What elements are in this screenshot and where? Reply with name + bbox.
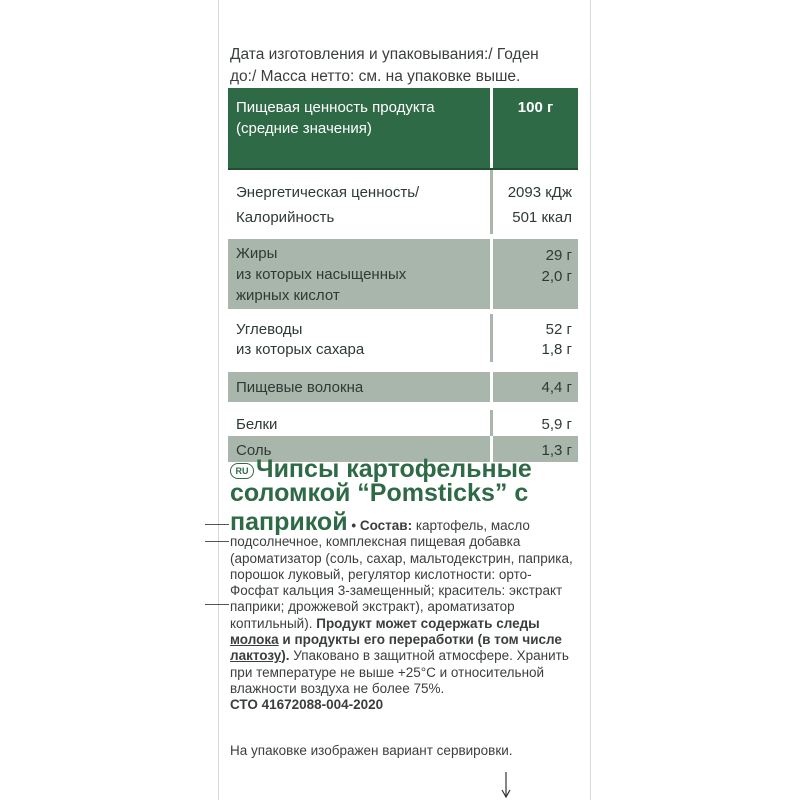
fat-row xyxy=(228,239,578,309)
ru-country-badge: RU xyxy=(230,463,254,479)
right-border-line xyxy=(590,0,591,800)
title-line-2: соломкой “Pomsticks” с xyxy=(230,479,529,507)
manufacture-date-text: Дата изготовления и упаковывания:/ Годен до:/ Масса нетто: см. на упаковке выше. xyxy=(230,46,539,85)
carbs-value: 52 г xyxy=(545,321,572,338)
left-border-line xyxy=(218,0,219,800)
fold-mark-2 xyxy=(205,541,229,542)
fiber-row xyxy=(228,372,578,402)
allergen-text-3: ). xyxy=(281,648,290,664)
energy-kcal-value: 501 ккал xyxy=(512,209,572,226)
table-header-row xyxy=(228,88,578,170)
salt-value: 1,3 г xyxy=(490,436,578,462)
storage-text: Упаковано в защитной атмосфере. Хранить при температуре не выше +25°С и относительной влажности воздуха не более 75%. xyxy=(230,648,569,696)
carbs-label: Углеводы xyxy=(236,321,303,338)
standard-number: СТО 41672088-004-2020 xyxy=(230,697,384,713)
header-per-100g: 100 г xyxy=(490,88,578,168)
allergen-text-1: Продукт может содержать следы xyxy=(316,615,540,631)
saturated-fat-value: 2,0 г xyxy=(541,268,572,285)
sugar-value: 1,8 г xyxy=(541,341,572,358)
arrow-down-icon xyxy=(500,772,512,800)
energy-row xyxy=(228,170,578,234)
saturated-label-1: из которых насыщенных xyxy=(236,266,407,283)
composition-block xyxy=(230,508,575,714)
composition-text: картофель, масло подсолнечное, комплексная пищевая добавка (ароматизатор (соль, сахар, мальтодекстрин, паприка, порошок луковый, регулятор кислотности: орто-Фосфат кальция 3-замещенный; краситель: экстракт паприки; дрожжевой экстракт), ароматизатор коптильный). xyxy=(230,518,573,631)
header-label: Пищевая ценность продукта (средние значения) xyxy=(236,99,435,137)
title-line-1: Чипсы картофельные xyxy=(256,455,532,483)
allergen-text-2: и продукты его переработки (в том числе xyxy=(282,632,562,648)
calories-label: Калорийность xyxy=(236,209,335,226)
fold-mark-1 xyxy=(205,524,229,525)
protein-label: Белки xyxy=(236,416,278,433)
protein-row xyxy=(228,410,578,436)
fat-label: Жиры xyxy=(236,245,278,262)
fiber-label: Пищевые волокна xyxy=(236,379,364,396)
allergen-milk: молока xyxy=(230,632,279,648)
nutrition-table xyxy=(228,88,578,462)
allergen-lactose: лактозу xyxy=(230,648,282,664)
serving-suggestion-note: На упаковке изображен вариант сервировки. xyxy=(230,743,513,758)
carbs-row xyxy=(228,314,578,362)
fold-mark-3 xyxy=(205,604,229,605)
saturated-label-2: жирных кислот xyxy=(236,287,340,304)
fiber-value: 4,4 г xyxy=(490,372,578,402)
energy-kj-value: 2093 кДж xyxy=(507,184,572,201)
energy-label: Энергетическая ценность/ xyxy=(236,184,420,201)
title-line-3: паприкой xyxy=(230,508,348,536)
fat-value: 29 г xyxy=(545,247,572,264)
protein-value: 5,9 г xyxy=(490,410,578,436)
product-title xyxy=(230,457,590,505)
sugar-label: из которых сахара xyxy=(236,341,365,358)
salt-label: Соль xyxy=(236,442,272,459)
composition-label: • Состав: xyxy=(351,518,413,533)
